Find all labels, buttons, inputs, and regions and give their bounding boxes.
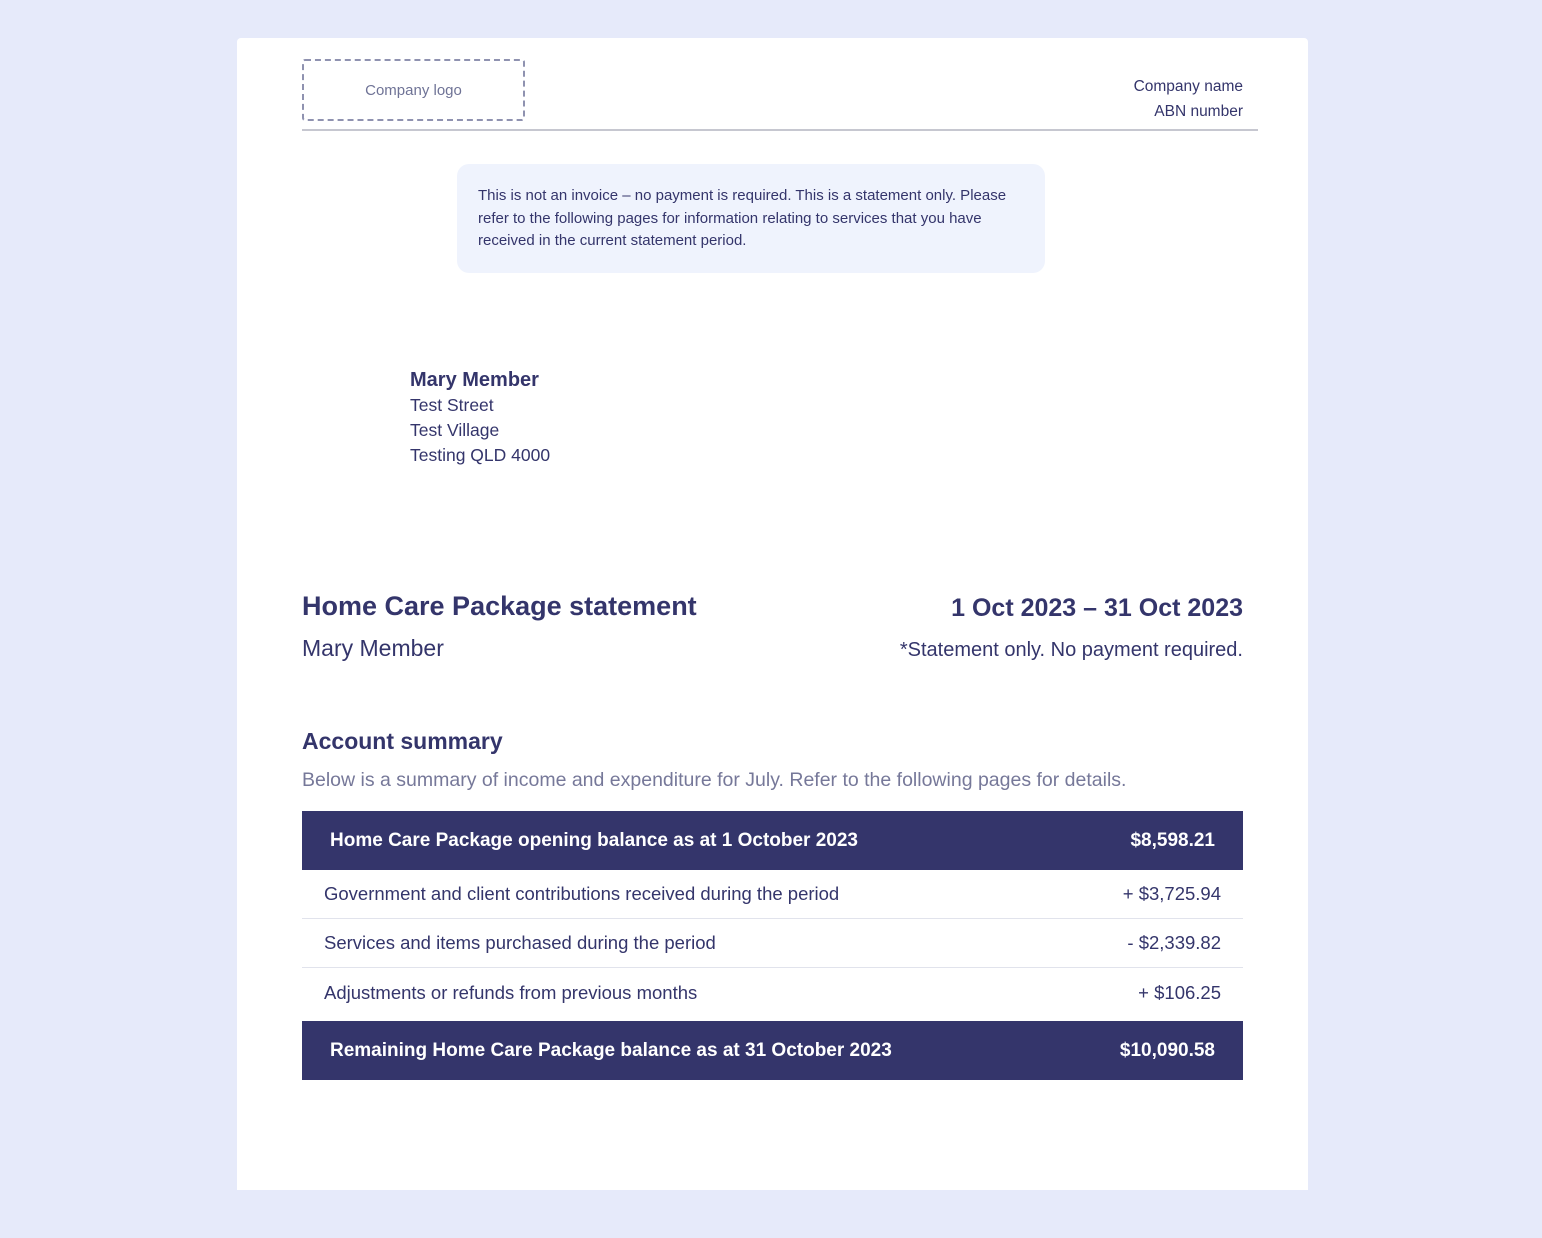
torn-paper-edge (237, 1150, 1308, 1200)
row-amount: + $3,725.94 (1122, 883, 1221, 904)
recipient-city: Testing QLD 4000 (410, 445, 551, 465)
account-summary-heading: Account summary (302, 728, 503, 754)
table-row (302, 919, 1243, 968)
opening-balance-label: Home Care Package opening balance as at 1 October 2023 (330, 829, 859, 851)
logo-label: Company logo (365, 81, 462, 99)
closing-balance-row (302, 1021, 1243, 1080)
closing-balance-amount: $10,090.58 (1119, 1039, 1215, 1061)
account-summary-description: Below is a summary of income and expenditure for July. Refer to the following pages for details. (302, 769, 1127, 791)
statement-member: Mary Member (302, 635, 444, 661)
notice-text: This is not an invoice – no payment is required. This is a statement only. Please refer to the following pages for information relating to services that you have received in the current statement period. (478, 187, 1007, 249)
row-label: Services and items purchased during the period (324, 932, 716, 953)
company-details (1134, 74, 1243, 124)
abn-number: ABN number (1154, 103, 1243, 120)
row-amount: - $2,339.82 (1127, 932, 1221, 953)
table-row (302, 870, 1243, 919)
header-divider (302, 129, 1258, 131)
row-amount: + $106.25 (1138, 981, 1221, 1003)
company-logo-placeholder (302, 59, 525, 121)
closing-balance-label: Remaining Home Care Package balance as at 31 October 2023 (330, 1039, 892, 1061)
opening-balance-row (302, 811, 1243, 870)
statement-title: Home Care Package statement (302, 591, 697, 621)
recipient-name: Mary Member (410, 369, 539, 391)
statement-note: *Statement only. No payment required. (899, 639, 1243, 661)
statement-period: 1 Oct 2023 – 31 Oct 2023 (951, 594, 1243, 622)
row-label: Adjustments or refunds from previous months (324, 981, 698, 1003)
recipient-suburb: Test Village (410, 420, 500, 440)
opening-balance-amount: $8,598.21 (1130, 829, 1215, 851)
table-row (302, 968, 1243, 1017)
recipient-address (410, 368, 550, 468)
not-invoice-notice (457, 164, 1045, 273)
statement-page (237, 38, 1308, 1190)
company-name: Company name (1133, 78, 1243, 95)
account-summary-table (302, 811, 1243, 1080)
recipient-street: Test Street (410, 395, 494, 415)
row-label: Government and client contributions received during the period (324, 883, 840, 904)
